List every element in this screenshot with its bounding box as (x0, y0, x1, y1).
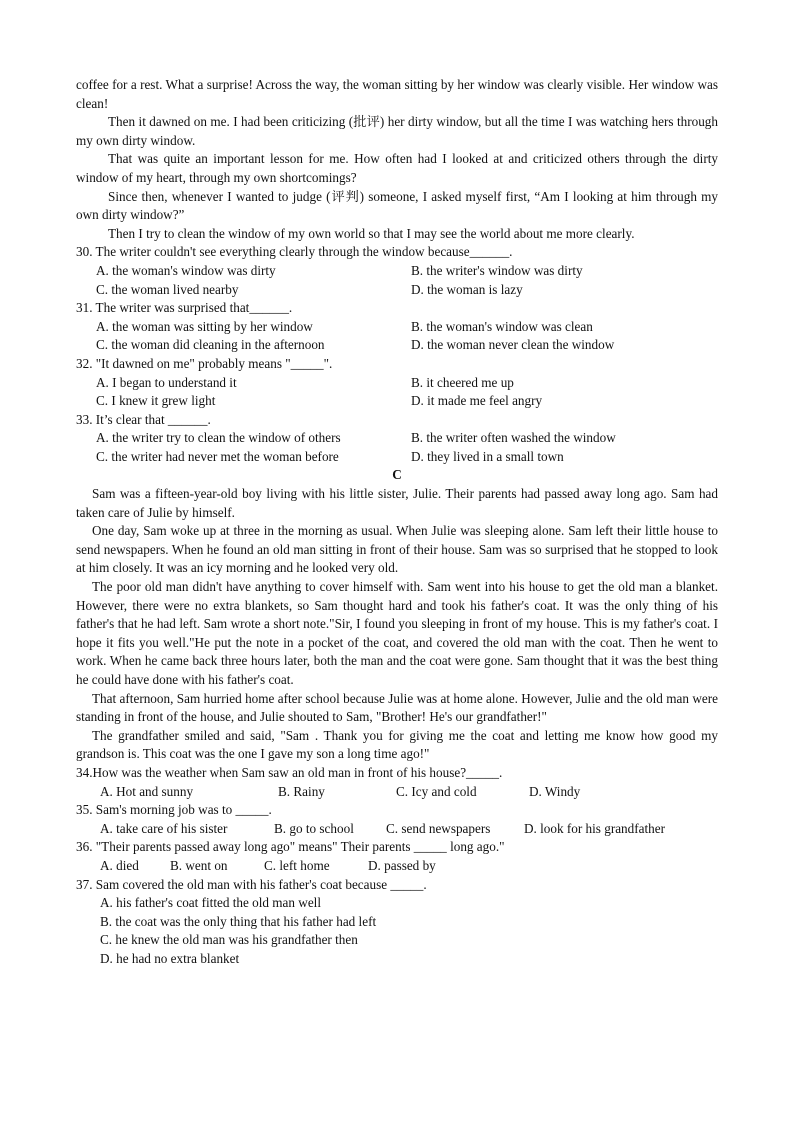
option-b[interactable]: B. the writer's window was dirty (411, 262, 583, 278)
option-d[interactable]: D. the woman is lazy (411, 281, 523, 297)
option-c[interactable]: C. Icy and cold (396, 783, 477, 799)
option-c[interactable]: C. he knew the old man was his grandfather then (100, 932, 358, 948)
passage-b-paragraph: That was quite an important lesson for me. How often had I looked at and criticized others through the dirty window of my heart, through my own shortcomings? (76, 151, 718, 185)
option-b[interactable]: B. the writer often washed the window (411, 430, 616, 446)
option-a[interactable]: A. died (100, 857, 139, 873)
passage-b-paragraph: Then it dawned on me. I had been criticizing (批评) her dirty window, but all the time I was watching hers through my own dirty window. (76, 114, 718, 148)
option-d[interactable]: D. he had no extra blanket (100, 950, 240, 966)
question-stem: 33. It’s clear that ______. (76, 411, 211, 427)
question-stem: 31. The writer was surprised that______. (76, 300, 293, 316)
option-b[interactable]: B. Rainy (278, 783, 325, 799)
option-c[interactable]: C. I knew it grew light (96, 393, 216, 409)
option-b[interactable]: B. the woman's window was clean (411, 318, 593, 334)
passage-c-paragraph: Sam was a fifteen-year-old boy living with his little sister, Julie. Their parents had passed away long ago. Sam had taken care of Julie by himself. (76, 486, 718, 520)
question-stem: 30. The writer couldn't see everything clearly through the window because______. (76, 244, 513, 260)
option-d[interactable]: D. Windy (529, 783, 581, 799)
option-a[interactable]: A. take care of his sister (100, 820, 228, 836)
passage-c-paragraph: The poor old man didn't have anything to cover himself with. Sam went into his house to get the old man a blanket. However, there were no extra blankets, so Sam thought hard and took his father's coat. It was the only thing of his father's that he had left. Sam wrote a short note."Sir, I found you sleeping in front of my house. This is my father's coat. I hope it fits you well."He put the note in a pocket of the coat, and covered the old man with the coat. Then he went to work. When he came back three hours later, both the man and the coat were gone. Sam thought that it was the best thing he could have done with his father's coat. (76, 579, 718, 687)
question-34 (76, 764, 718, 801)
passage-b-paragraph: coffee for a rest. What a surprise! Across the way, the woman sitting by her window was clearly visible. Her window was clean! (76, 77, 718, 111)
option-c[interactable]: C. send newspapers (386, 820, 491, 836)
question-stem: 35. Sam's morning job was to _____. (76, 802, 272, 818)
option-c[interactable]: C. the woman lived nearby (96, 281, 239, 297)
question-35 (76, 801, 718, 838)
option-b[interactable]: B. it cheered me up (411, 374, 514, 390)
section-c-heading: C (392, 467, 402, 483)
question-37 (76, 876, 718, 969)
option-a[interactable]: A. his father's coat fitted the old man well (100, 895, 322, 911)
option-d[interactable]: D. passed by (368, 857, 436, 873)
option-a[interactable]: A. the woman was sitting by her window (96, 318, 313, 334)
option-c[interactable]: C. the writer had never met the woman before (96, 448, 339, 464)
passage-b-paragraph: Then I try to clean the window of my own world so that I may see the world about me more clearly. (108, 225, 635, 241)
option-a[interactable]: A. Hot and sunny (100, 783, 194, 799)
question-36 (76, 838, 718, 875)
question-stem: 37. Sam covered the old man with his father's coat because _____. (76, 876, 427, 892)
passage-c-paragraph: That afternoon, Sam hurried home after school because Julie was at home alone. However, Julie and the old man were standing in front of the house, and Julie shouted to Sam, "Brother! He's our grandfather!" (76, 690, 718, 725)
question-33 (76, 411, 718, 467)
option-a[interactable]: A. I began to understand it (96, 374, 237, 390)
option-d[interactable]: D. look for his grandfather (524, 820, 665, 836)
option-c[interactable]: C. the woman did cleaning in the afternoon (96, 337, 325, 353)
question-30 (76, 243, 718, 299)
question-stem: 32. "It dawned on me" probably means "_____". (76, 355, 333, 371)
question-stem: 34.How was the weather when Sam saw an old man in front of his house?_____. (76, 764, 503, 780)
option-b[interactable]: B. go to school (274, 820, 354, 836)
option-b[interactable]: B. went on (170, 857, 228, 873)
option-a[interactable]: A. the writer try to clean the window of others (96, 430, 341, 446)
question-stem: 36. "Their parents passed away long ago" means" Their parents _____ long ago." (76, 839, 505, 855)
option-d[interactable]: D. it made me feel angry (411, 393, 543, 409)
option-c[interactable]: C. left home (264, 857, 330, 873)
option-a[interactable]: A. the woman's window was dirty (96, 262, 276, 278)
option-d[interactable]: D. the woman never clean the window (411, 337, 615, 353)
question-31 (76, 299, 718, 355)
option-d[interactable]: D. they lived in a small town (411, 448, 564, 464)
passage-c-paragraph: The grandfather smiled and said, "Sam . Thank you for giving me the coat and letting me know how good my grandson is. This coat was the one I gave my son a long time ago!" (76, 727, 718, 762)
passage-c-paragraph: One day, Sam woke up at three in the morning as usual. When Julie was sleeping alone. Sam left their little house to send newspapers. When he found an old man sitting in front of their house. Sam was so surprised that he stopped to look at him closely. It was an icy morning and he looked very old. (76, 523, 718, 576)
option-b[interactable]: B. the coat was the only thing that his father had left (100, 913, 377, 929)
passage-b-paragraph: Since then, whenever I wanted to judge (评判) someone, I asked myself first, “Am I looking at him through my own dirty window?” (76, 188, 718, 223)
question-32 (76, 355, 718, 411)
worksheet-page (76, 76, 718, 969)
